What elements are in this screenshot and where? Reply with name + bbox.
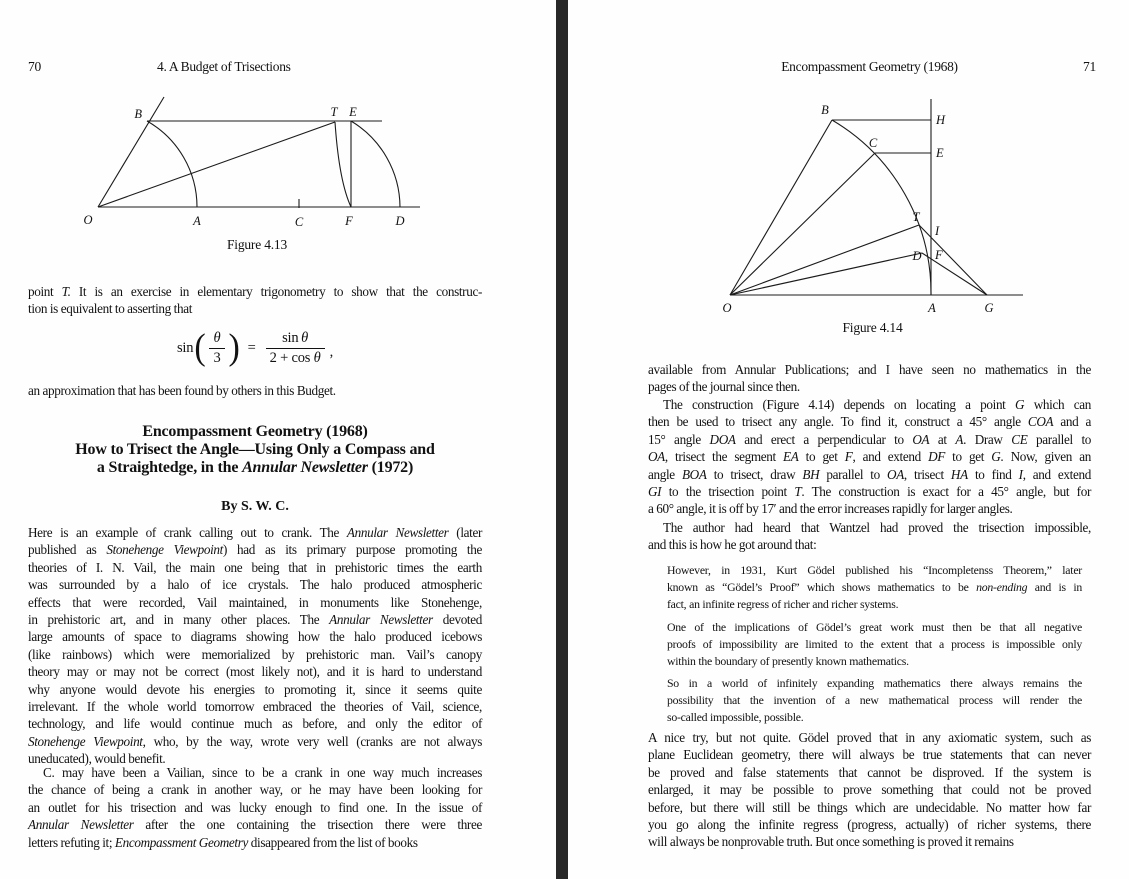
paragraph: available from Annular Publications; and I have seen no mathematics in the pages of the journal since then. <box>648 362 1091 395</box>
label-A: A <box>928 301 936 315</box>
label-B: B <box>134 107 142 121</box>
label-A: A <box>193 214 201 228</box>
byline: By S. W. C. <box>221 499 289 514</box>
right-paren: ) <box>228 327 240 368</box>
paragraph: The author had heard that Wantzel had proved the trisection impossible, and this is how he got around that: <box>648 520 1091 553</box>
label-I: I <box>935 224 940 238</box>
label-C: C <box>294 215 304 229</box>
section-title-line-2: How to Trisect the Angle—Using Only a Compass and <box>75 440 435 458</box>
label-O: O <box>722 301 732 315</box>
label-D: D <box>912 249 922 263</box>
left-page-number: 70 <box>28 59 42 74</box>
figure-4-14-diagram <box>715 95 1030 317</box>
theta-numerator: θ <box>213 330 221 346</box>
sin-function: sin <box>176 340 194 356</box>
label-H: H <box>936 113 946 127</box>
section-title-line-3: a Straightedge, in the Annular Newsletter (1972) <box>96 458 414 476</box>
figure-4-14-caption: Figure 4.14 <box>842 320 903 335</box>
label-C: C <box>868 136 878 150</box>
sin-theta-numerator: sin θ <box>282 330 309 346</box>
label-F: F <box>935 248 943 262</box>
right-page-number: 71 <box>1083 59 1097 74</box>
figure-4-14-lines <box>730 99 1023 295</box>
label-O: O <box>83 213 93 227</box>
fraction-sin-over-cos <box>266 330 325 367</box>
paragraph: C. may have been a Vailian, since to be a crank in one way much increases the chance of being a crank in another way, or he may have been looking for an outlet for his trisection and was lucky enough to find one. In the issue of Annular Newsletter after the one containing the trisection there were three letters refuting it; Encompassment Geometry disappeared from the list of books <box>28 765 482 850</box>
label-G: G <box>984 301 994 315</box>
section-title <box>28 423 482 476</box>
figure-4-13-lines <box>98 97 420 208</box>
paragraph: an approximation that has been found by others in this Budget. <box>28 383 336 398</box>
paragraph: point T. It is an exercise in elementary trigonometry to show that the construc- tion is equivalent to asserting that <box>28 284 482 317</box>
label-F: F <box>345 214 353 228</box>
equation <box>28 327 482 368</box>
block-quote: However, in 1931, Kurt Gödel published his “Incompletenss Theorem,” later known as “Gödel’s Proof” which shows mathematics to be non-ending and is in fact, an infinite regress of richer and richer systems. <box>667 563 1082 612</box>
label-D: D <box>395 214 405 228</box>
label-T: T <box>330 105 338 119</box>
equals-sign: = <box>247 340 256 356</box>
book-gutter <box>556 0 568 879</box>
label-T: T <box>912 210 920 224</box>
block-quote: One of the implications of Gödel’s great work must then be that all negative proofs of impossibility are limited to the extent that a process is impossible only within the boundary of presently known mathematics. <box>667 620 1082 669</box>
label-E: E <box>936 146 944 160</box>
equation-comma: , <box>329 344 334 360</box>
right-running-head: Encompassment Geometry (1968) <box>781 59 958 74</box>
paragraph: The construction (Figure 4.14) depends on locating a point G which can then be used to trisect any angle. To find it, construct a 45° angle COA and a 15° angle DOA and erect a perpendicular to OA at A. Draw CE parallel to OA, trisect the segment EA to get F, and extend DF to get G. Now, given an angle BOA to trisect, draw BH parallel to OA, trisect HA to find I, and extend GI to the trisection point T. The construction is exact for a 45° angle, but for a 60° angle, it is off by 17′ and the error increases rapidly for larger angles. <box>648 397 1092 517</box>
label-B: B <box>821 103 829 117</box>
figure-4-13-caption: Figure 4.13 <box>226 237 288 252</box>
three-denominator: 3 <box>209 348 224 367</box>
paragraph: Here is an example of crank calling out to crank. The Annular Newsletter (later published as Stonehenge Viewpoint) had as its primary purpose promoting the theories of I. N. Vail, the main one being that in prehistoric times the earth was surrounded by a halo of ice crystals. The halo produced atmospheric effects that were recorded, Vail maintained, in monuments like Stonehenge, in prehistoric art, and in many other places. The Annular Newsletter devoted large amounts of space to diagrams showing how the halo produced icebows (like rainbows) which were memorialized by prehistoric man. Vail’s canopy theory may or may not be correct (most likely not), and it is hard to understand why anyone would devote his energies to promoting it, since it seems quite irrelevant. If the whole world tomorrow embraced the theories of Vail, science, technology, and life would continue much as before, and only the editor of Stonehenge Viewpoint, who, by the way, wrote very well (cranks are not always uneducated), would benefit. <box>28 525 483 767</box>
left-paren: ( <box>194 327 206 368</box>
two-plus-cos-denominator: 2 + cos θ <box>266 348 325 367</box>
section-title-line-1: Encompassment Geometry (1968) <box>142 423 368 440</box>
block-quote: So in a world of infinitely expanding mathematics there always remains the possibility that the invention of a new mathematical process will render the so-called impossible, possible. <box>667 676 1082 725</box>
figure-4-13-labels <box>83 105 404 229</box>
label-E: E <box>349 105 357 119</box>
paragraph: A nice try, but not quite. Gödel proved that in any axiomatic system, such as plane Euclidean geometry, there will always be true statements that can never be proved and false statements that cannot be disproved. If the system is enlarged, it may be possible to prove something that could not be proved before, but there will still be things which are undecidable. No matter how far you go along the infinite regress (progress, actually) of richer systems, there will always be nonprovable truth. But once something is proved it remains <box>648 730 1091 850</box>
figure-4-13-diagram <box>60 86 432 236</box>
fraction-theta-over-3 <box>209 330 224 367</box>
left-running-head: 4. A Budget of Trisections <box>157 59 291 74</box>
